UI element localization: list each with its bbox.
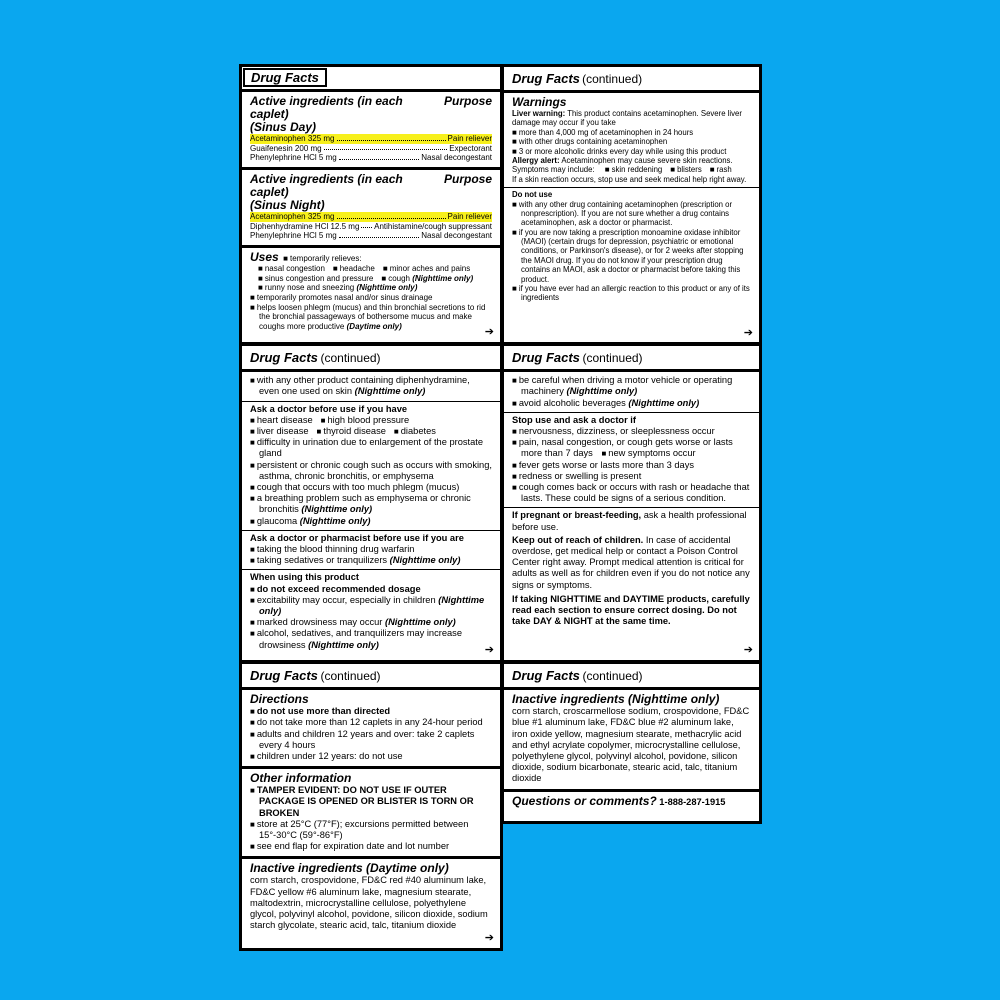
continued-label: (continued) [320,351,381,365]
ask-item: ■ diabetes [394,426,436,436]
night-ingredients-list [250,212,492,241]
stop-item: ■ fever gets worse or lasts more than 3 days [512,460,751,471]
use-item: ■ sinus congestion and pressure [258,274,373,283]
liver-item: ■ 3 or more alcoholic drinks every day while using this product [512,147,751,156]
warnings-heading: Warnings [512,95,567,109]
ingredient-name: Phenylephrine HCl 5 mg [250,153,337,163]
stop-item: ■ cough comes back or occurs with rash or headache that lasts. These could be signs of a serious condition. [512,482,751,504]
ingredient-row [250,212,492,222]
when-item: ■ do not exceed recommended dosage [250,584,492,595]
questions-heading: Questions or comments? [512,793,657,808]
drug-facts-panel-5 [239,661,503,951]
inactive-day-text: corn starch, crospovidone, FD&C red #40 aluminum lake, FD&C yellow #6 aluminum lake, magnesium stearate, maltodextrin, microcrystalline cellulose, polyethylene glycol, polyvinyl alcohol, povidone, silicon dioxide, sodium starch glycolate, stearic acid, talc, titanium dioxide [250,875,488,931]
purpose-heading-night: Purpose [443,171,492,186]
stop-item: ■ pain, nasal congestion, or cough gets worse or lasts more than 7 days ■ new symptoms occur [512,437,751,459]
ask-item: ■ thyroid disease [317,426,386,436]
continue-arrow-icon: ➔ [484,643,494,656]
drug-facts-panel-2 [501,64,762,345]
panel-title: Drug Facts [512,71,580,86]
do-not-use-item: ■ if you have ever had an allergic reaction to this product or any of its ingredients [512,284,751,303]
ask-pharmacist-heading: Ask a doctor or pharmacist before use if you are [250,532,464,543]
pharm-item: ■ taking the blood thinning drug warfarin [250,544,492,555]
continued-label: (continued) [582,72,643,86]
panel-title: Drug Facts [512,350,580,365]
inactive-day-heading: Inactive ingredients (Daytime only) [250,861,449,876]
inactive-night-text: corn starch, croscarmellose sodium, crospovidone, FD&C blue #1 aluminum lake, FD&C blue #2 aluminum lake, iron oxide yellow, magnesium stearate, methacrylic acid and ethyl acrylate copolymer, microcrystalline cellulose, polyethylene glycol, polyvinyl alcohol, povidone, silicon dioxide, sodium bicarbonate, stearic acid, talc, titanium dioxide [512,706,750,784]
ingredient-row [250,222,492,232]
continued-label: (continued) [582,351,643,365]
drug-facts-panel-4 [501,343,762,663]
liver-warning: Liver warning: This product contains acetaminophen. Severe liver damage may occur if you take [512,109,742,128]
direction-item: ■ children under 12 years: do not use [250,751,492,762]
ingredient-purpose: Pain reliever [447,134,492,143]
ingredient-purpose: Nasal decongestant [421,153,492,163]
ask-item: ■ liver disease [250,426,309,436]
direction-item: ■ do not take more than 12 caplets in any 24-hour period [250,717,492,728]
ingredient-row [250,144,492,154]
drug-facts-panel-3 [239,343,503,663]
ask-item: ■ difficulty in urination due to enlargement of the prostate gland [250,437,492,459]
panel-title: Drug Facts [251,70,319,85]
use-item: ■ nasal congestion [258,264,325,273]
ask-item: ■ high blood pressure [321,415,410,425]
do-not-use-item: ■ with any other drug containing acetaminophen (prescription or nonprescription). If you are not sure whether a drug contains acetaminophen, ask a doctor or pharmacist. [512,200,751,228]
ingredient-name: Guaifenesin 200 mg [250,143,322,153]
stop-use-heading: Stop use and ask a doctor if [512,414,636,425]
continue-arrow-icon: ➔ [743,326,753,339]
inactive-night-heading: Inactive ingredients (Nighttime only) [512,692,720,707]
driving-warning: ■ be careful when driving a motor vehicle or operating machinery (Nighttime only) [512,375,751,397]
when-item: ■ alcohol, sedatives, and tranquilizers may increase drowsiness (Nighttime only) [250,628,492,650]
ingredient-purpose: Antihistamine/cough suppressant [374,221,492,231]
uses-heading: Uses [250,249,279,264]
ask-item: ■ cough that occurs with too much phlegm (mucus) [250,482,492,493]
use-item: ■ runny nose and sneezing (Nighttime only) [258,283,417,292]
drug-facts-panel-1 [239,64,503,345]
ask-item: ■ glaucoma (Nighttime only) [250,516,492,527]
expiration-info: ■ see end flap for expiration date and lot number [250,841,492,852]
do-not-use-list [512,200,751,303]
use-phlegm: ■ helps loosen phlegm (mucus) and thin bronchial secretions to rid the bronchial passageways of bothersome mucus and make coughs more productive (Daytime only) [250,303,492,332]
allergy-alert: Allergy alert: Acetaminophen may cause severe skin reactions. Symptoms may include: ■ skin reddening■ blisters■ rash [512,156,751,175]
ingredient-name: Diphenhydramine HCl 12.5 mg [250,221,360,231]
pharm-item: ■ taking sedatives or tranquilizers (Nighttime only) [250,555,492,566]
other-info-heading: Other information [250,771,352,786]
stop-item: ■ nervousness, dizziness, or sleeplessness occur [512,426,751,437]
do-not-use-heading: Do not use [512,190,553,200]
allergy-tail: If a skin reaction occurs, stop use and seek medical help right away. [512,174,747,184]
liver-item: ■ with other drugs containing acetaminophen [512,137,751,146]
when-item: ■ marked drowsiness may occur (Nighttime only) [250,617,492,628]
when-item: ■ excitability may occur, especially in children (Nighttime only) [250,595,492,617]
stop-item: ■ redness or swelling is present [512,471,751,482]
day-ingredients-heading: Active ingredients (in each caplet) (Sinus Day) [250,94,403,134]
continue-arrow-icon: ➔ [484,326,494,339]
ask-item: ■ persistent or chronic cough such as occurs with smoking, asthma, chronic bronchitis, or emphysema [250,460,492,482]
use-drainage: ■ temporarily promotes nasal and/or sinus drainage [250,293,492,303]
ingredient-purpose: Nasal decongestant [421,231,492,241]
tamper-evident: ■ TAMPER EVIDENT: DO NOT USE IF OUTER PACKAGE IS OPENED OR BLISTER IS TORN OR BROKEN [250,785,492,819]
alcohol-warning: ■ avoid alcoholic beverages (Nighttime only) [512,398,751,409]
phone-number: 1-888-287-1915 [659,796,726,807]
purpose-heading: Purpose [443,94,492,108]
night-ingredients-heading: Active ingredients (in each caplet) (Sinus Night) [250,171,403,212]
do-not-use-item: ■ if you are now taking a prescription monoamine oxidase inhibitor (MAOI) (certain drugs for depression, psychiatric or emotional conditions, or Parkinson's disease), or for 2 weeks after stopping the MAOI drug. If you do not know if your prescription drug contains an MAOI, ask a doctor or pharmacist before taking this product. [512,228,751,284]
continue-arrow-icon: ➔ [484,931,494,944]
panel-title: Drug Facts [250,350,318,365]
when-using-heading: When using this product [250,572,359,583]
ask-item: ■ a breathing problem such as emphysema or chronic bronchitis (Nighttime only) [250,493,492,515]
directions-list [250,706,492,762]
use-item: ■ minor aches and pains [383,264,470,273]
drug-facts-panel-6 [501,661,762,824]
continued-label: (continued) [320,669,381,683]
ingredient-name: Acetaminophen 325 mg [250,211,335,221]
ingredient-name: Acetaminophen 325 mg [250,134,335,143]
panel-title: Drug Facts [512,668,580,683]
use-item: ■ cough (Nighttime only) [381,274,473,283]
pregnancy-warning: If pregnant or breast-feeding, ask a health professional before use. [512,510,747,532]
storage-info: ■ store at 25°C (77°F); excursions permitted between 15°-30°C (59°-86°F) [250,819,492,841]
direction-item: ■ adults and children 12 years and over: take 2 caplets every 4 hours [250,729,492,751]
ingredient-purpose: Expectorant [449,143,492,153]
ask-item: ■ heart disease [250,415,313,425]
continue-arrow-icon: ➔ [743,643,753,656]
ingredient-purpose: Pain reliever [447,211,492,221]
day-ingredients-list [250,134,492,163]
panel-title: Drug Facts [250,668,318,683]
keep-out-reach: Keep out of reach of children. In case of accidental overdose, get medical help or contact a Poison Control Center right away. Prompt medical attention is critical for adults as well as for children even if you do not notice any signs or symptoms. [512,534,750,590]
ingredient-name: Phenylephrine HCl 5 mg [250,231,337,241]
diphenhydramine-warning: ■ with any other product containing diphenhydramine, even one used on skin (Nighttime only) [250,375,492,397]
ask-doctor-heading: Ask a doctor before use if you have [250,403,408,414]
continued-label: (continued) [582,669,643,683]
ingredient-row [250,153,492,163]
liver-list [512,128,751,156]
direction-item: ■ do not use more than directed [250,706,492,717]
liver-item: ■ more than 4,000 mg of acetaminophen in 24 hours [512,128,751,137]
uses-intro: ■ temporarily relieves: [283,254,361,263]
ingredient-row [250,231,492,241]
use-item: ■ headache [333,264,375,273]
directions-heading: Directions [250,692,309,707]
stop-list [512,460,751,505]
day-night-notice: If taking NIGHTTIME and DAYTIME products, carefully read each section to ensure correct dosing. Do not take DAY & NIGHT at the same time. [512,593,750,627]
ingredient-row [250,134,492,144]
ask-list [250,437,492,493]
